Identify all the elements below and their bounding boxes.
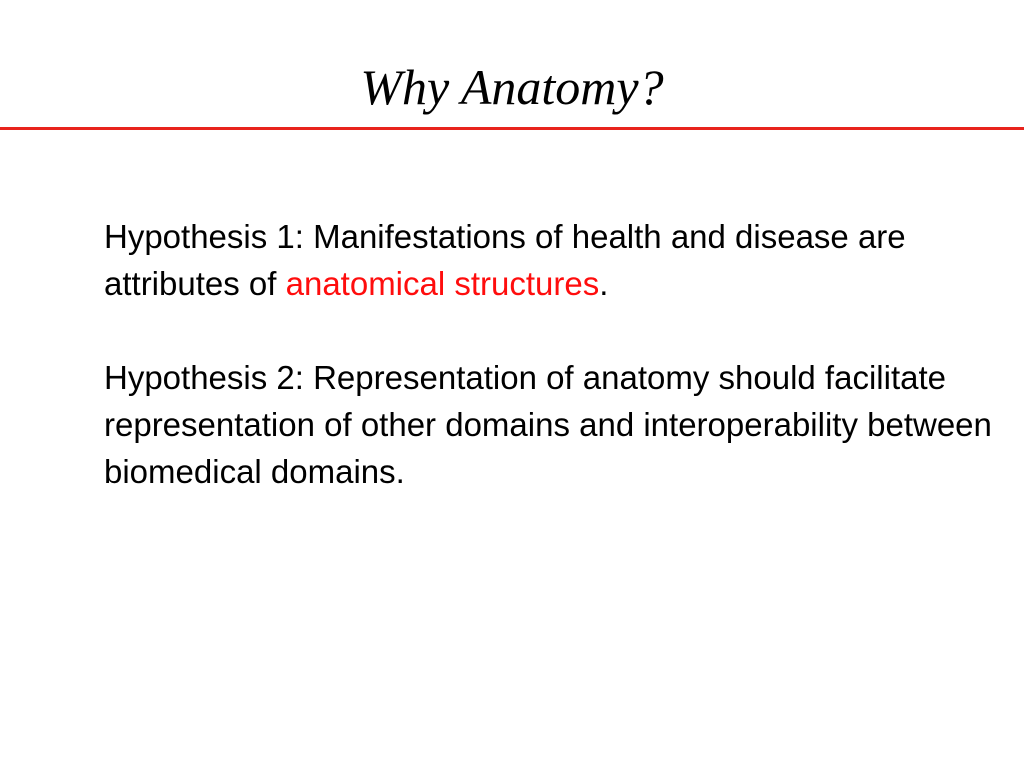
hypothesis-2: Hypothesis 2: Representation of anatomy should facilitate representation of other domains and interoperability between biomedical domains. (104, 359, 992, 490)
hypothesis-1-text: Hypothesis 1: Manifestations of health and disease are attributes of (104, 218, 906, 302)
hypothesis-1 (104, 213, 1014, 307)
slide-body (104, 213, 1014, 495)
title-divider (0, 127, 1024, 130)
slide-title: Why Anatomy? (360, 59, 664, 115)
hypothesis-1-highlight: anatomical structures (285, 265, 600, 302)
hypothesis-1-end: . (599, 265, 609, 302)
